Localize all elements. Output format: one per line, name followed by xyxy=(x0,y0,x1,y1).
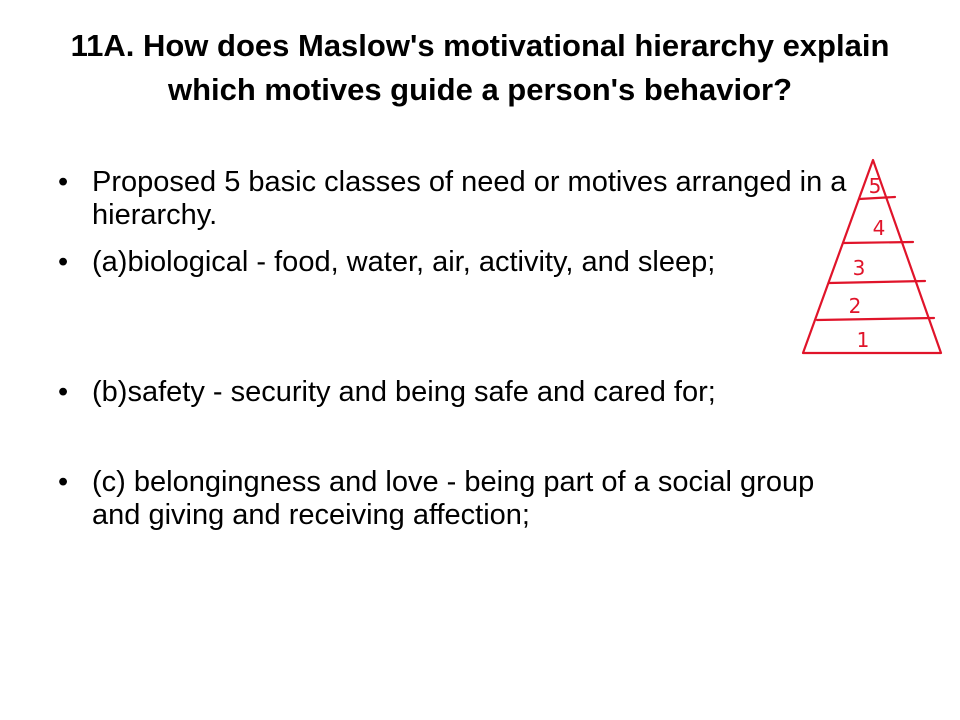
bullet-text: (c) belongingness and love - being part of a social group and giving and receiving affection; xyxy=(92,466,815,531)
bullet-marker: • xyxy=(58,376,69,408)
pyramid-divider xyxy=(817,318,934,320)
pyramid-divider xyxy=(843,242,913,243)
bullet-text: Proposed 5 basic classes of need or motives arranged in a hierarchy. xyxy=(92,166,847,231)
bullet-marker: • xyxy=(58,466,69,498)
bullet-marker: • xyxy=(58,246,69,278)
pyramid-level-label: 1 xyxy=(856,328,870,352)
list-item xyxy=(58,376,918,409)
pyramid-level-label: 2 xyxy=(848,294,862,318)
list-item xyxy=(58,246,818,279)
bullet-marker: • xyxy=(58,166,69,198)
pyramid-drawing xyxy=(795,155,950,360)
hierarchy-pyramid-sketch xyxy=(795,155,950,365)
pyramid-level-label: 5 xyxy=(868,174,882,198)
pyramid-divider xyxy=(829,281,925,283)
bullet-text: (a)biological - food, water, air, activity, and sleep; xyxy=(92,246,716,278)
list-item xyxy=(58,166,848,232)
slide-title: 11A. How does Maslow's motivational hierarchy explain which motives guide a person's behavior? xyxy=(70,28,890,107)
pyramid-level-label: 4 xyxy=(872,216,886,240)
list-item xyxy=(58,466,838,532)
pyramid-level-label: 3 xyxy=(852,256,866,280)
bullet-text: (b)safety - security and being safe and cared for; xyxy=(92,376,716,408)
